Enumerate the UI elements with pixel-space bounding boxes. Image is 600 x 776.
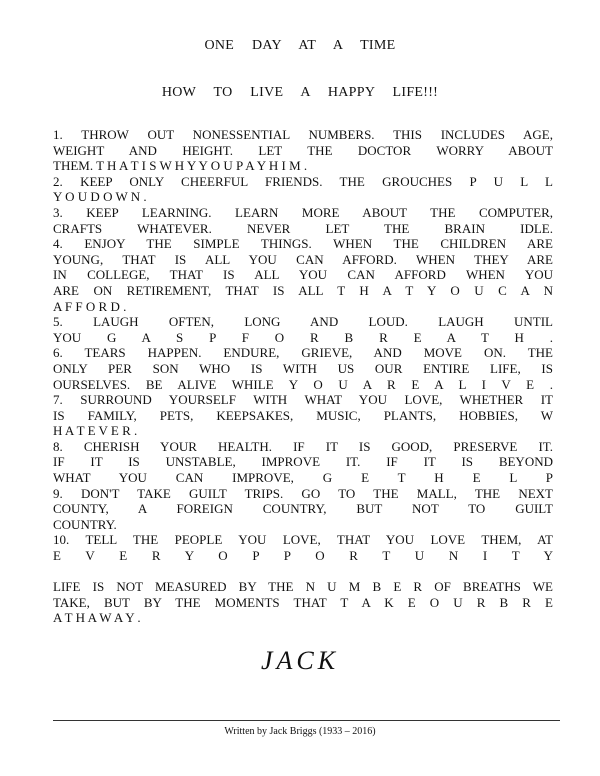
text-line: COUNTRY.	[53, 516, 117, 532]
text-line: A T H A W A Y .	[53, 610, 141, 626]
body-text	[53, 127, 553, 626]
text-line: 1. THROW OUT NONESSENTIAL NUMBERS. THIS INCLUDES AGE,	[53, 127, 553, 142]
text-line: ONLY PER SON WHO IS WITH US OUR ENTIRE LIFE, IS	[53, 360, 553, 376]
text-line: YOUNG, THAT IS ALL YOU CAN AFFORD. WHEN THEY ARE	[53, 251, 553, 267]
text-line: OURSELVES. BE ALIVE WHILE Y O U A R E A L I V E .	[53, 376, 553, 392]
text-line: TAKE, BUT BY THE MOMENTS THAT T A K E O U R B R E	[53, 594, 553, 610]
text-line: H A T E V E R .	[53, 423, 138, 439]
text-line: ARE ON RETIREMENT, THAT IS ALL T H A T Y O U C A N	[53, 282, 553, 298]
text-line: 2. KEEP ONLY CHEERFUL FRIENDS. THE GROUCHES P U L L	[53, 173, 553, 189]
text-line: 7. SURROUND YOURSELF WITH WHAT YOU LOVE, WHETHER IT	[53, 392, 553, 408]
paragraph-gap	[53, 564, 553, 580]
text-line: LIFE IS NOT MEASURED BY THE N U M B E R OF BREATHS WE	[53, 579, 553, 595]
text-line: 4. ENJOY THE SIMPLE THINGS. WHEN THE CHILDREN ARE	[53, 236, 553, 252]
footer-credit: Written by Jack Briggs (1933 – 2016)	[224, 726, 376, 737]
text-line: 6. TEARS HAPPEN. ENDURE, GRIEVE, AND MOVE ON. THE	[53, 345, 553, 361]
text-line: 3. KEEP LEARNING. LEARN MORE ABOUT THE COMPUTER,	[53, 204, 553, 220]
text-line: 9. DON'T TAKE GUILT TRIPS. GO TO THE MALL, THE NEXT	[53, 485, 553, 501]
text-line: YOU G A S P F O R B R E A T H .	[53, 329, 553, 345]
text-line: IS FAMILY, PETS, KEEPSAKES, MUSIC, PLANTS, HOBBIES, W	[53, 407, 553, 423]
page-title: ONE DAY AT A TIME	[204, 38, 396, 53]
text-line: CRAFTS WHATEVER. NEVER LET THE BRAIN IDLE.	[53, 220, 553, 236]
text-line: THEM. T H A T I S W H Y Y O U P A Y H I M .	[53, 158, 308, 174]
footer-divider	[53, 720, 560, 721]
text-line: E V E R Y O P P O R T U N I T Y	[53, 548, 553, 564]
text-line: WEIGHT AND HEIGHT. LET THE DOCTOR WORRY ABOUT	[53, 142, 553, 158]
text-line: COUNTY, A FOREIGN COUNTRY, BUT NOT TO GUILT	[53, 501, 553, 517]
page-subtitle: HOW TO LIVE A HAPPY LIFE!!!	[161, 85, 439, 100]
signature: JACK	[260, 646, 340, 675]
text-line: 5. LAUGH OFTEN, LONG AND LOUD. LAUGH UNTIL	[53, 314, 553, 330]
text-line: IN COLLEGE, THAT IS ALL YOU CAN AFFORD WHEN YOU	[53, 267, 553, 283]
text-line: WHAT YOU CAN IMPROVE, G E T H E L P	[53, 470, 553, 486]
text-line: Y O U D O W N .	[53, 189, 147, 205]
text-line: 8. CHERISH YOUR HEALTH. IF IT IS GOOD, PRESERVE IT.	[53, 438, 553, 454]
text-line: A F F O R D .	[53, 298, 127, 314]
text-line: IF IT IS UNSTABLE, IMPROVE IT. IF IT IS BEYOND	[53, 454, 553, 470]
text-line: 10. TELL THE PEOPLE YOU LOVE, THAT YOU LOVE THEM, AT	[53, 532, 553, 548]
